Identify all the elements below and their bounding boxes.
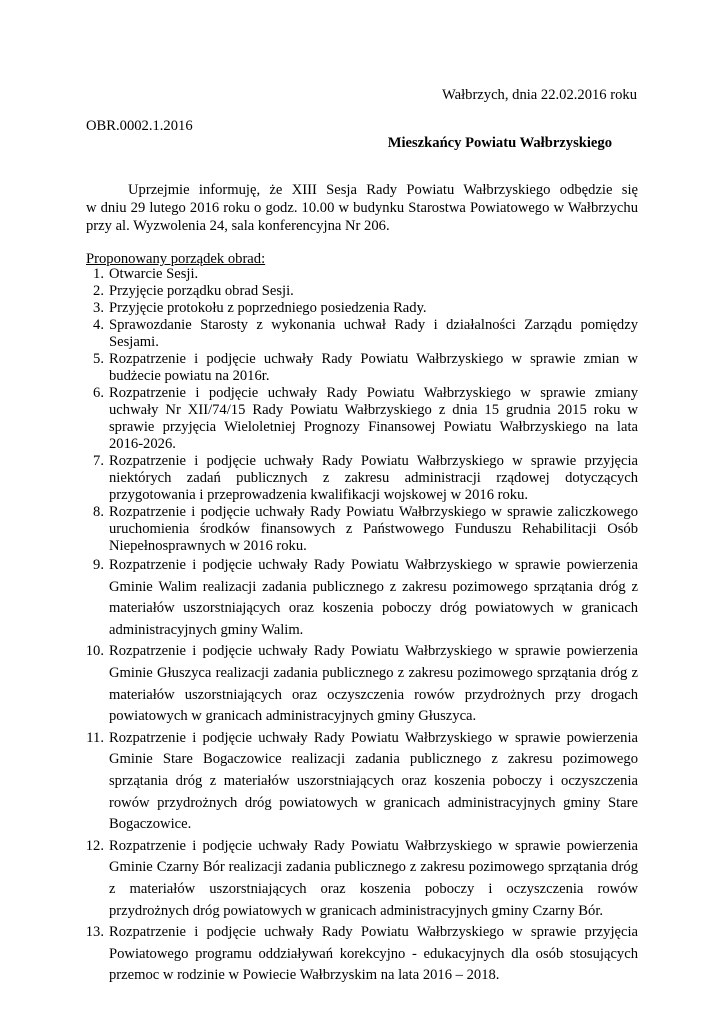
agenda-item-text: Rozpatrzenie i podjęcie uchwały Rady Powiatu Wałbrzyskiego w sprawie powierzenia Gminie Głuszyca realizacji zadania publicznego z zakresu pozimowego sprzątania dróg z materiałów uszorstniających oraz oczyszczenia rowów przydrożnych przy drogach powiatowych w granicach administracyjnych gminy Głuszyca. [109, 643, 638, 725]
intro-line: Uprzejmie informuję, że XIII Sesja Rady Powiatu Wałbrzyskiego odbędzie się [128, 182, 638, 198]
agenda-item-number: 6. [93, 385, 104, 401]
agenda-item-number: 9. [93, 557, 104, 573]
agenda-item [82, 641, 638, 727]
agenda-item-text: Przyjęcie protokołu z poprzedniego posiedzenia Rady. [109, 300, 427, 316]
agenda-item-number: 8. [93, 504, 104, 520]
agenda-title: Proponowany porządek obrad: [86, 251, 266, 267]
agenda-item-number: 1. [93, 266, 104, 282]
agenda-item [82, 555, 638, 641]
agenda-item-number: 3. [93, 300, 104, 316]
agenda-item [82, 351, 638, 385]
agenda-item-text: Rozpatrzenie i podjęcie uchwały Rady Powiatu Wałbrzyskiego w sprawie powierzenia Gminie Walim realizacji zadania publicznego z zakresu pozimowego sprzątania dróg z materiałów uszorstniających oraz koszenia poboczy dróg powiatowych w granicach administracyjnych gminy Walim. [109, 557, 638, 638]
agenda-item-text: Rozpatrzenie i podjęcie uchwały Rady Powiatu Wałbrzyskiego w sprawie zmiany uchwały Nr XII/74/15 Rady Powiatu Wałbrzyskiego z dnia 15 grudnia 2015 roku w sprawie przyjęcia Wieloletniej Prognozy Finansowej Powiatu Wałbrzyskiego na lata 2016-2026. [109, 385, 638, 452]
agenda-item-number: 12. [85, 837, 104, 854]
agenda-item-text: Przyjęcie porządku obrad Sesji. [109, 283, 294, 299]
agenda-item-number: 4. [93, 317, 104, 333]
agenda-item-number: 2. [93, 283, 104, 299]
agenda-item-text: Otwarcie Sesji. [109, 266, 199, 282]
intro-line: przy al. Wyzwolenia 24, sala konferencyjna Nr 206. [86, 218, 390, 234]
place-date: Wałbrzych, dnia 22.02.2016 roku [442, 87, 637, 103]
agenda-item [82, 283, 638, 300]
agenda-item [82, 300, 638, 317]
agenda-item [82, 922, 638, 987]
agenda-item-number: 10. [85, 643, 104, 660]
intro-paragraph [86, 181, 638, 235]
agenda-item [82, 728, 638, 836]
intro-line: w dniu 29 lutego 2016 roku o godz. 10.00 w budynku Starostwa Powiatowego w Wałbrzychu [86, 200, 638, 216]
agenda-item-text: Rozpatrzenie i podjęcie uchwały Rady Powiatu Wałbrzyskiego w sprawie powierzenia Gminie Stare Bogaczowice realizacji zadania publicznego z zakresu pozimowego sprzątania dróg z materiałów uszorstniających oraz koszenia poboczy i oczyszczenia rowów przydrożnych dróg powiatowych w granicach administracyjnych gminy Stare Bogaczowice. [109, 729, 638, 833]
reference-number: OBR.0002.1.2016 [86, 118, 193, 134]
agenda-item-number: 5. [93, 351, 104, 367]
agenda-item-text: Rozpatrzenie i podjęcie uchwały Rady Powiatu Wałbrzyskiego w sprawie zaliczkowego uruchomienia środków finansowych z Państwowego Funduszu Rehabilitacji Osób Niepełnosprawnych w 2016 roku. [109, 504, 638, 554]
agenda-item-text: Sprawozdanie Starosty z wykonania uchwał Rady i działalności Zarządu pomiędzy Sesjami. [109, 317, 638, 350]
agenda-item [82, 836, 638, 922]
agenda-item [82, 504, 638, 555]
agenda-item-text: Rozpatrzenie i podjęcie uchwały Rady Powiatu Wałbrzyskiego w sprawie przyjęcia niektórych zadań publicznych z zakresu administracji rządowej dotyczących przygotowania i przeprowadzenia kwalifikacji wojskowej w 2016 roku. [109, 453, 638, 503]
agenda-list [82, 266, 638, 987]
agenda-item-text: Rozpatrzenie i podjęcie uchwały Rady Powiatu Wałbrzyskiego w sprawie zmian w budżecie powiatu na 2016r. [109, 351, 638, 384]
recipient: Mieszkańcy Powiatu Wałbrzyskiego [387, 135, 612, 151]
agenda-item [82, 317, 638, 351]
agenda-item-number: 13. [85, 924, 104, 941]
agenda-item-text: Rozpatrzenie i podjęcie uchwały Rady Powiatu Wałbrzyskiego w sprawie powierzenia Gminie Czarny Bór realizacji zadania publicznego z zakresu pozimowego sprzątania dróg z materiałów uszorstniających oraz koszenia poboczy i oczyszczenia rowów przydrożnych dróg powiatowych w granicach administracyjnych gminy Czarny Bór. [109, 837, 638, 919]
agenda-item-number: 11. [86, 729, 104, 746]
agenda-item [82, 385, 638, 453]
agenda-item-number: 7. [93, 453, 104, 469]
agenda-item-text: Rozpatrzenie i podjęcie uchwały Rady Powiatu Wałbrzyskiego w sprawie przyjęcia Powiatowego programu oddziaływań korekcyjno - edukacyjnych dla osób stosujących przemoc w rodzinie w Powiecie Wałbrzyskim na lata 2016 – 2018. [109, 924, 638, 984]
agenda-item [82, 266, 638, 283]
agenda-item [82, 453, 638, 504]
